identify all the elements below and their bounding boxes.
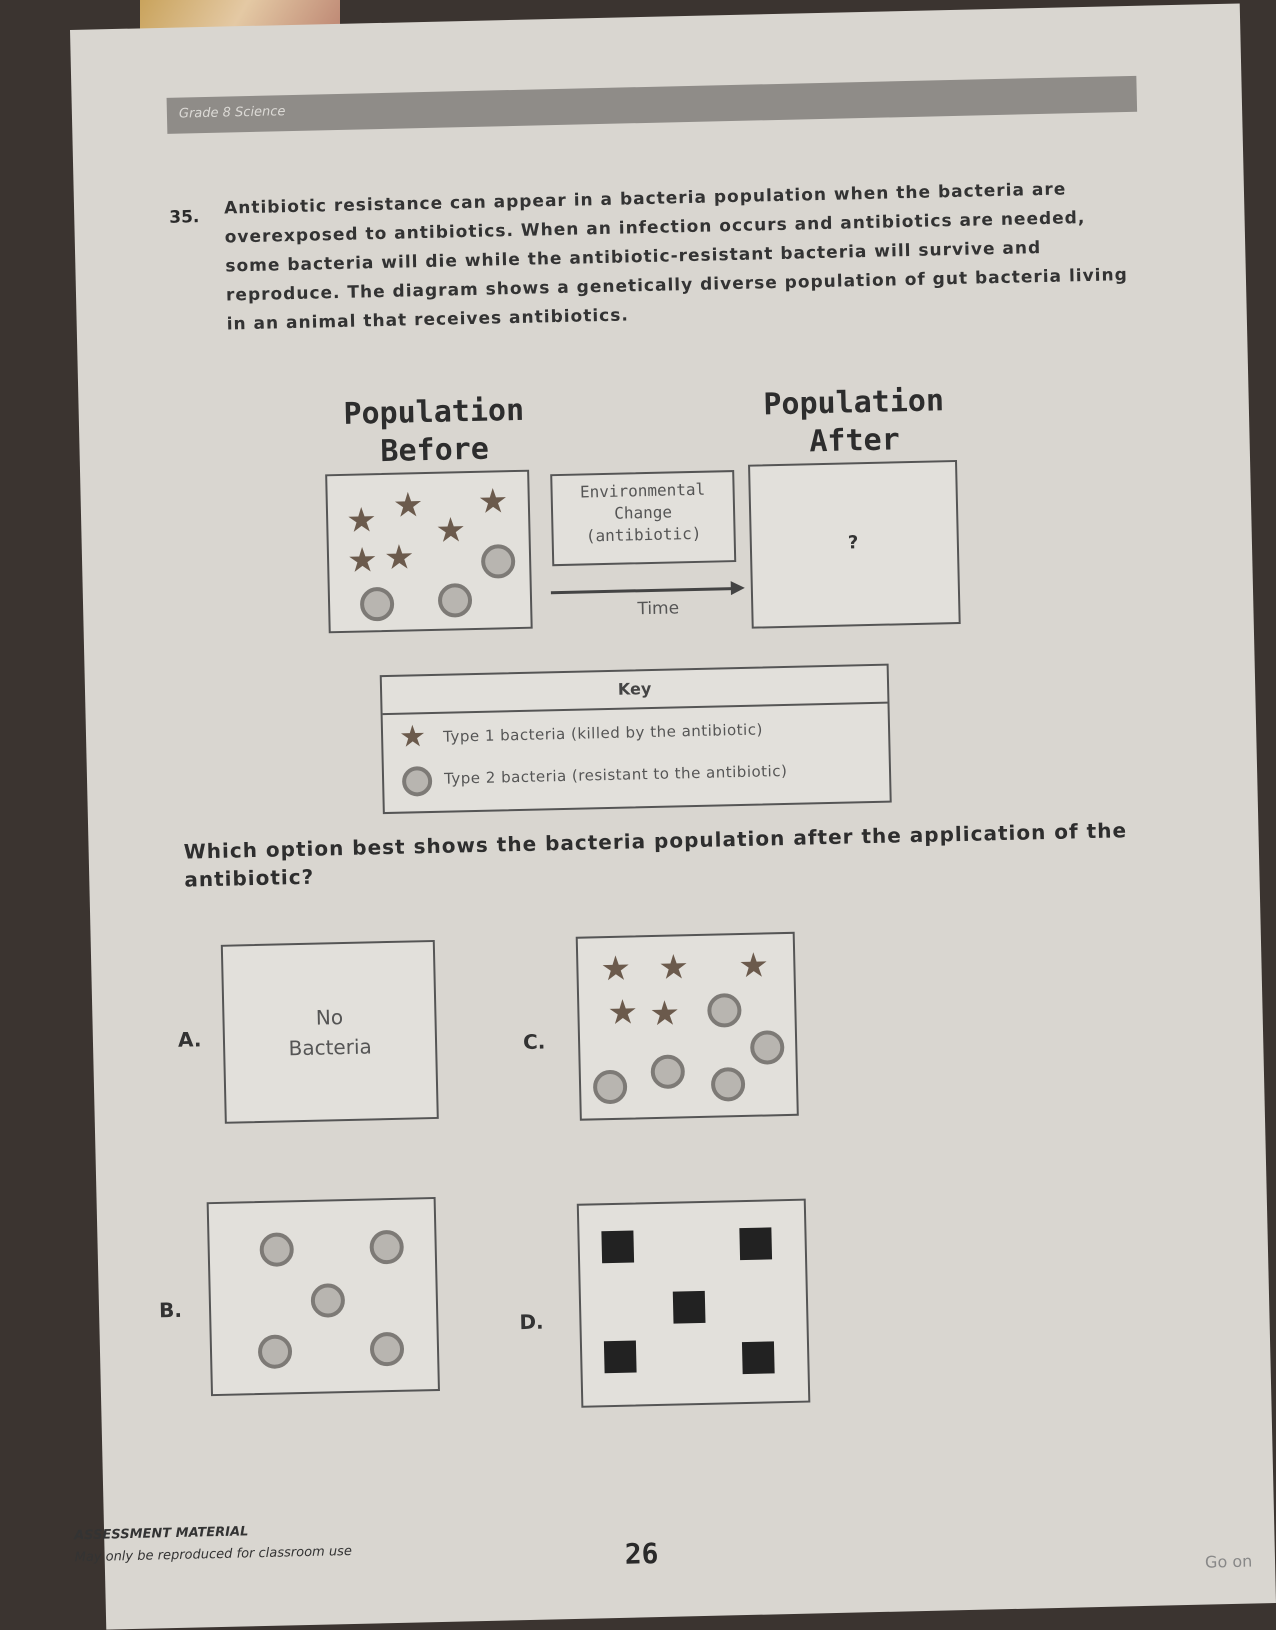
header-label: Grade 8 Science (178, 104, 286, 122)
environmental-change-box (550, 470, 736, 566)
square-icon (604, 1340, 637, 1373)
env-line1: Environmental (579, 479, 706, 502)
option-a-box[interactable] (221, 940, 439, 1124)
arrow-head-icon (731, 581, 745, 595)
before-title-line1: Population (343, 392, 525, 432)
hexagon-icon (360, 587, 395, 622)
after-title-line1: Population (762, 383, 945, 423)
page-number: 26 (624, 1537, 659, 1571)
after-title (743, 382, 965, 463)
hexagon-icon (438, 583, 473, 618)
hexagon-icon (481, 544, 516, 579)
key-box (380, 664, 892, 815)
option-a-letter: A. (177, 1027, 202, 1052)
hexagon-icon (369, 1230, 404, 1265)
unknown-marker: ? (847, 532, 859, 554)
square-icon (601, 1231, 634, 1264)
env-line3: (antibiotic) (585, 523, 702, 546)
star-icon: ★ (606, 992, 639, 1034)
time-label: Time (637, 598, 680, 620)
header-bar (167, 76, 1138, 134)
question-stem: Antibiotic resistance can appear in a bacteria population when the bacteria are overexposed to antibiotics. When an infection occurs and antibiotics are needed, some bacteria will die while the antibiotic-resistant bacteria will survive and reproduce. The diagram shows a genetically diverse population of gut bacteria living in an animal that receives antibiotics. (223, 179, 1129, 335)
hexagon-icon (707, 993, 742, 1028)
hexagon-icon (402, 766, 433, 797)
star-icon: ★ (345, 500, 378, 541)
hexagon-icon (259, 1232, 294, 1267)
option-b-box[interactable] (207, 1197, 440, 1396)
after-title-line2: After (808, 422, 901, 460)
question-prompt: Which option best shows the bacteria population after the application of the antibiotic? (183, 818, 1128, 892)
option-d-box[interactable] (577, 1199, 811, 1408)
option-b-letter: B. (158, 1297, 183, 1323)
hexagon-icon (750, 1030, 785, 1065)
star-icon: ★ (383, 537, 415, 579)
key-type1-label: Type 1 bacteria (killed by the antibiotic) (442, 720, 764, 746)
star-icon: ★ (599, 948, 632, 990)
key-title: Key (382, 666, 888, 715)
after-population-box (748, 460, 961, 629)
hexagon-icon (711, 1067, 746, 1102)
env-line2: Change (613, 502, 673, 523)
hexagon-icon (258, 1334, 293, 1369)
question-number: 35. (169, 207, 200, 228)
hexagon-icon (311, 1283, 346, 1318)
option-c-box[interactable] (576, 932, 799, 1121)
hexagon-icon (593, 1070, 628, 1105)
square-icon (739, 1227, 772, 1260)
go-on-label: Go on (1204, 1551, 1253, 1572)
option-c-letter: C. (522, 1029, 546, 1054)
star-icon: ★ (346, 540, 379, 581)
option-a-text-line1: No (315, 1005, 344, 1030)
option-a-text-line2: Bacteria (288, 1034, 372, 1061)
footer-assessment-label: ASSESSMENT MATERIAL (73, 1524, 249, 1544)
before-title-line2: Before (380, 431, 490, 470)
hexagon-icon (370, 1332, 405, 1367)
square-icon (673, 1291, 706, 1324)
star-icon: ★ (392, 485, 424, 526)
star-icon: ★ (737, 945, 770, 987)
before-title (323, 391, 545, 472)
key-type2-label: Type 2 bacteria (resistant to the antibiotic) (443, 761, 788, 788)
time-arrow (551, 587, 733, 594)
star-icon: ★ (649, 993, 681, 1035)
before-population-box (325, 470, 533, 634)
option-d-letter: D. (519, 1309, 544, 1335)
footer-usage-note: May only be reproduced for classroom use (74, 1543, 353, 1566)
star-icon: ★ (477, 481, 509, 522)
star-icon: ★ (435, 510, 467, 551)
worksheet-page (70, 3, 1276, 1629)
star-icon: ★ (657, 947, 690, 988)
square-icon (742, 1341, 775, 1374)
hexagon-icon (650, 1054, 685, 1089)
star-icon: ★ (398, 719, 427, 755)
